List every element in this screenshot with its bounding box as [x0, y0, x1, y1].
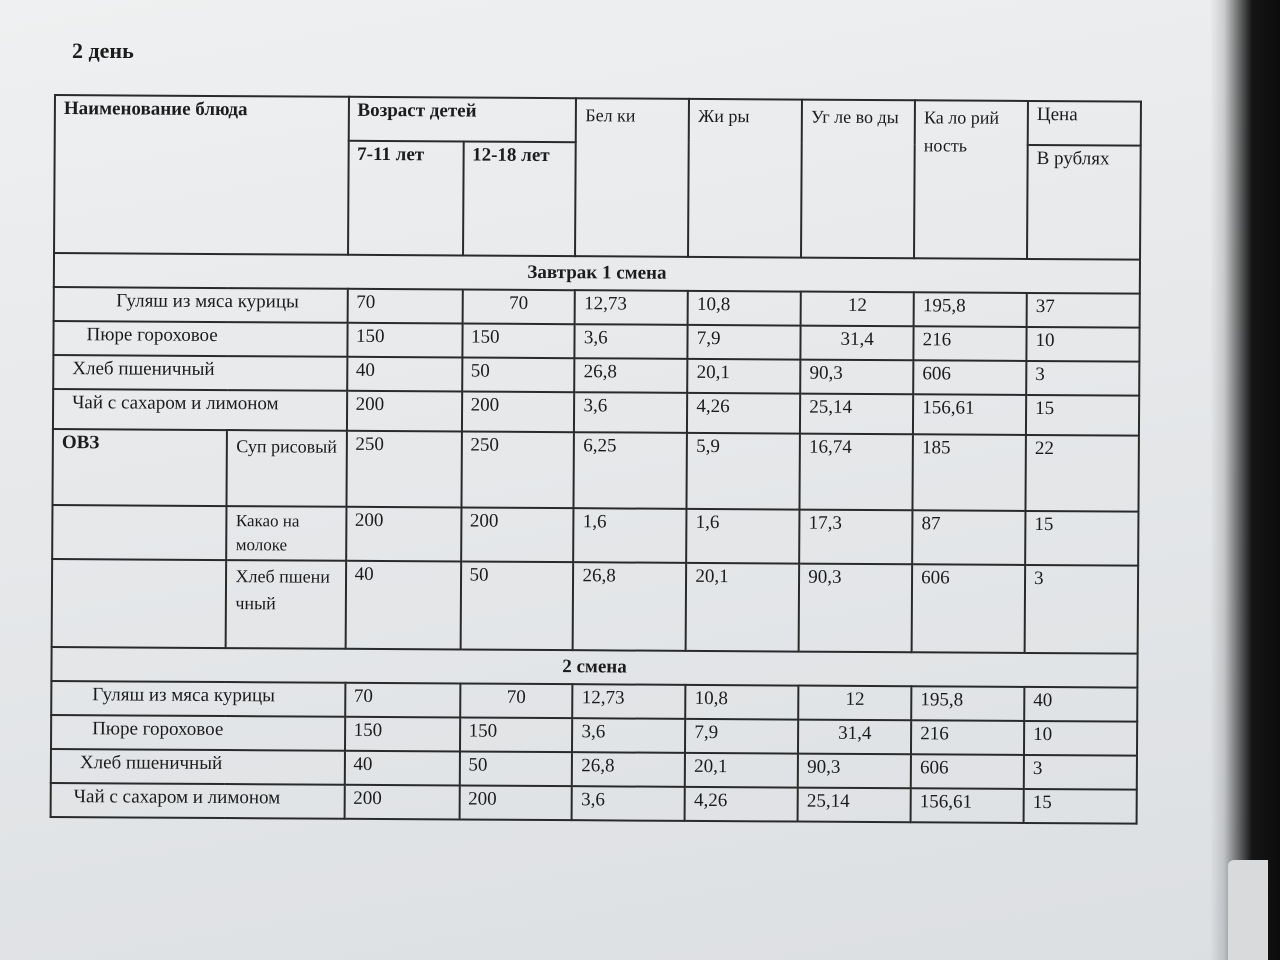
empty-cell: [52, 505, 227, 560]
header-age-12-18: 12-18 лет: [463, 142, 577, 257]
cell-calories: 156,61: [911, 788, 1024, 823]
header-calories: Ка ло рий ность: [914, 100, 1028, 259]
cell-calories: 87: [912, 510, 1025, 565]
header-carbs: Уг ле во ды: [801, 100, 915, 259]
cell-carbs: 31,4: [798, 720, 911, 755]
empty-cell: [52, 559, 227, 648]
cell-price: 37: [1027, 293, 1140, 328]
cell-calories: 606: [912, 564, 1025, 653]
cell-calories: 195,8: [911, 686, 1024, 721]
header-row-1: [55, 95, 1141, 146]
cell-proteins: 26,8: [575, 358, 688, 393]
cell-age-7-11: 150: [347, 323, 462, 358]
header-price-unit: В рублях: [1027, 145, 1141, 260]
cell-price: 10: [1026, 327, 1139, 362]
cell-fats: 10,8: [686, 685, 799, 720]
cell-age-7-11: 150: [345, 717, 460, 752]
cell-fats: 1,6: [686, 509, 799, 564]
cell-price: 3: [1026, 361, 1139, 396]
table-row: [51, 783, 1137, 824]
cell-age-12-18: 200: [461, 391, 574, 432]
cell-fats: 10,8: [688, 291, 801, 326]
page-title: 2 день: [72, 38, 134, 63]
dish-name: Какао на молоке: [227, 506, 346, 561]
dish-name: Хлеб пшеничный: [51, 749, 345, 785]
cell-age-12-18: 70: [460, 683, 573, 718]
cell-age-12-18: 70: [462, 289, 575, 324]
cell-proteins: 26,8: [573, 562, 686, 651]
cell-fats: 7,9: [685, 719, 798, 754]
cell-carbs: 90,3: [800, 360, 913, 395]
cell-fats: 20,1: [687, 359, 800, 394]
cell-calories: 216: [911, 720, 1024, 755]
cell-carbs: 25,14: [800, 394, 913, 435]
dish-name: Пюре гороховое: [51, 715, 345, 751]
header-proteins: Бел ки: [575, 98, 689, 257]
cell-proteins: 3,6: [574, 392, 687, 433]
cell-age-12-18: 200: [461, 507, 574, 562]
cell-price: 15: [1026, 395, 1139, 436]
table-row: [53, 389, 1139, 436]
cell-proteins: 3,6: [572, 718, 685, 753]
cell-carbs: 12: [801, 292, 914, 327]
cell-carbs: 90,3: [799, 564, 912, 653]
cell-age-7-11: 40: [345, 561, 460, 650]
page-edge-shadow: [1210, 0, 1280, 960]
cell-calories: 606: [913, 360, 1026, 395]
header-fats: Жи ры: [688, 99, 802, 258]
dish-name: Гуляш из мяса курицы: [54, 287, 348, 323]
cell-age-12-18: 50: [462, 357, 575, 392]
cell-age-7-11: 200: [346, 391, 461, 432]
cell-price: 40: [1024, 687, 1137, 722]
cell-fats: 7,9: [688, 325, 801, 360]
cell-age-12-18: 150: [462, 323, 575, 358]
dish-name: Хлеб пшеничный: [226, 560, 346, 649]
cell-age-7-11: 70: [345, 683, 460, 718]
header-price: Цена: [1028, 101, 1141, 146]
cell-carbs: 16,74: [800, 434, 913, 511]
table-row: [52, 559, 1139, 654]
dish-name: Пюре гороховое: [53, 321, 347, 357]
cell-age-7-11: 250: [346, 431, 461, 508]
cell-proteins: 1,6: [574, 508, 687, 563]
dish-name: Чай с сахаром и лимоном: [53, 389, 347, 431]
cell-fats: 20,1: [685, 753, 798, 788]
cell-proteins: 12,73: [573, 684, 686, 719]
cell-age-7-11: 200: [346, 507, 461, 562]
dish-name: Хлеб пшеничный: [53, 355, 347, 391]
cell-proteins: 6,25: [574, 432, 687, 509]
menu-document: [50, 94, 1144, 825]
cell-price: 10: [1024, 721, 1137, 756]
cell-calories: 216: [914, 326, 1027, 361]
cell-fats: 4,26: [685, 787, 798, 822]
header-age-7-11: 7-11 лет: [348, 141, 464, 256]
cell-price: 3: [1025, 565, 1139, 654]
cell-age-12-18: 50: [459, 751, 572, 786]
cell-calories: 606: [911, 754, 1024, 789]
cell-proteins: 3,6: [575, 324, 688, 359]
cell-price: 22: [1026, 435, 1139, 512]
cell-age-7-11: 40: [347, 357, 462, 392]
cell-age-7-11: 200: [344, 785, 459, 820]
table-row: [52, 505, 1138, 566]
cell-proteins: 12,73: [575, 290, 688, 325]
cell-fats: 20,1: [686, 563, 799, 652]
cell-age-7-11: 40: [344, 751, 459, 786]
section-shift-2: 2 смена: [51, 647, 1137, 688]
cell-age-12-18: 250: [461, 431, 574, 508]
cell-fats: 5,9: [687, 433, 800, 510]
table-row: [52, 429, 1138, 512]
cell-age-12-18: 200: [459, 785, 572, 820]
cell-carbs: 12: [798, 686, 911, 721]
cell-age-12-18: 150: [459, 717, 572, 752]
section-breakfast-1: Завтрак 1 смена: [54, 253, 1140, 294]
ovz-label: ОВЗ: [52, 429, 227, 506]
cell-price: 3: [1024, 755, 1137, 790]
cell-carbs: 31,4: [801, 326, 914, 361]
cell-carbs: 17,3: [799, 510, 912, 565]
header-age-group: Возраст детей: [348, 97, 576, 142]
cell-proteins: 3,6: [572, 786, 685, 821]
cell-age-12-18: 50: [460, 561, 573, 650]
header-dish-name: Наименование блюда: [54, 95, 349, 255]
cell-calories: 185: [913, 434, 1026, 511]
page-edge-corner: [1228, 860, 1268, 960]
cell-price: 15: [1025, 511, 1138, 566]
cell-carbs: 90,3: [798, 754, 911, 789]
dish-name: Гуляш из мяса курицы: [51, 681, 345, 717]
menu-table: [50, 94, 1142, 825]
cell-carbs: 25,14: [798, 788, 911, 823]
cell-proteins: 26,8: [572, 752, 685, 787]
cell-price: 15: [1024, 789, 1137, 824]
cell-age-7-11: 70: [347, 289, 462, 324]
dish-name: Суп рисовый: [227, 430, 347, 507]
cell-calories: 156,61: [913, 394, 1026, 435]
dish-name: Чай с сахаром и лимоном: [51, 783, 345, 819]
cell-calories: 195,8: [914, 292, 1027, 327]
cell-fats: 4,26: [687, 393, 800, 434]
